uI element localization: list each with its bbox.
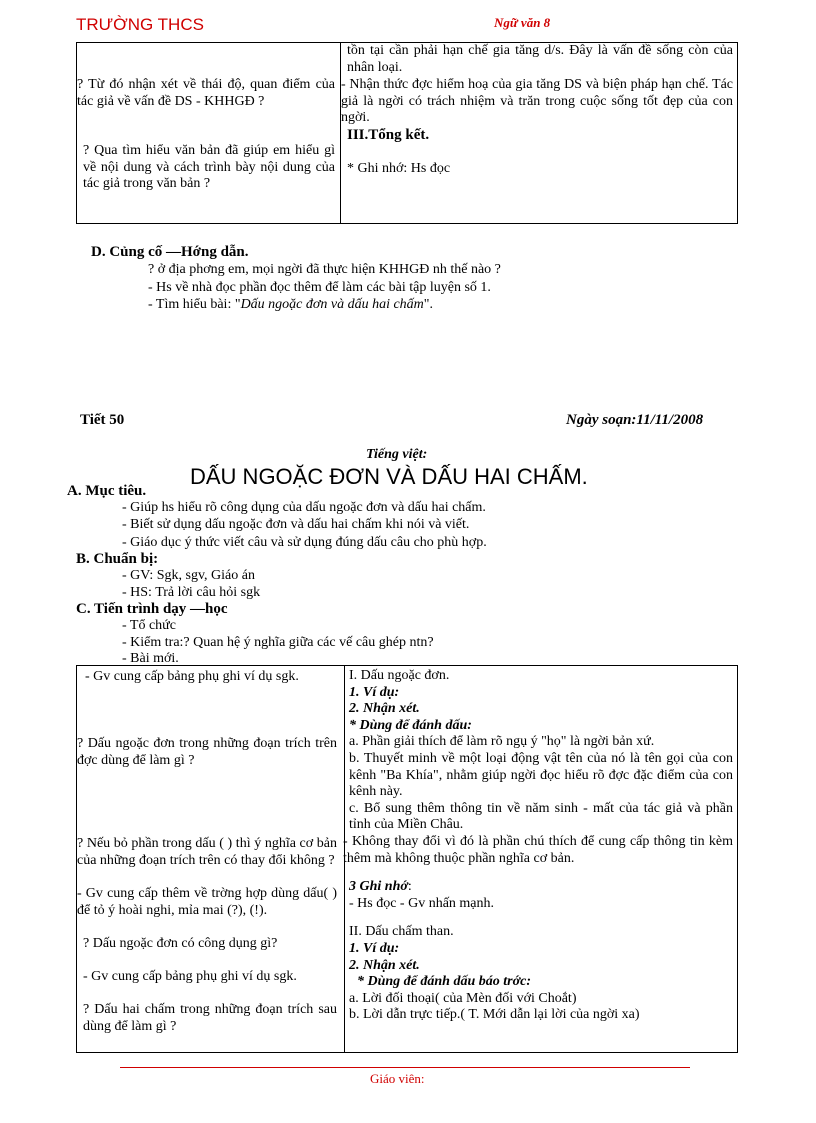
- top-table: [76, 42, 738, 224]
- teacher-question-2: ? Nếu bỏ phần trong dấu ( ) thì ý nghĩa cơ bản của những đoạn trích trên có thay đổi không ?: [77, 836, 337, 868]
- teacher-question-3: ? Dấu ngoặc đơn có công dụng gì?: [83, 936, 278, 951]
- teacher-activity-3: - Gv cung cấp bảng phụ ghi ví dụ sgk.: [83, 969, 297, 984]
- section-2-observation: 2. Nhận xét.: [349, 957, 420, 973]
- next-lesson-title: Dấu ngoặc đơn và dấu hai chấm: [240, 297, 424, 312]
- section-1-point-a: a. Phần giải thích để làm rõ ngụ ý "họ" là ngời bản xứ.: [349, 734, 655, 750]
- main-table: [76, 665, 738, 1053]
- section-2-usage: * Dùng để đánh dấu báo trớc:: [357, 974, 531, 990]
- section-d-line-1: ? ở địa phơng em, mọi ngời đã thực hiện KHHGĐ nh thế nào ?: [148, 262, 501, 277]
- top-table-right-p1: tồn tại cần phải hạn chế gia tăng d/s. Đây là vấn đề sống còn của nhân loại.: [347, 43, 733, 75]
- school-name: TRƯỜNG THCS: [76, 15, 204, 34]
- subject-label: Ngữ văn 8: [494, 15, 551, 30]
- section-2-point-a: a. Lời đối thoại( của Mèn đối với Choắt): [349, 990, 577, 1006]
- section-a-item-3: - Giáo dục ý thức viết câu và sử dụng đúng dấu câu cho phù hợp.: [122, 535, 487, 550]
- section-1-point-c: c. Bổ sung thêm thông tin về năm sinh - mất của tác giả và phần tỉnh của Miền Châu.: [349, 800, 733, 833]
- section-1-point-b: b. Thuyết minh về một loại động vật tên của nó là tên gọi của con kênh "Ba Khía", nhằm giúp ngời đọc hiểu rõ đợc đặc điểm của con kênh này.: [349, 750, 733, 800]
- section-1-observation: 2. Nhận xét.: [349, 701, 420, 717]
- section-d-line-3: - Tìm hiểu bài: "Dấu ngoặc đơn và dấu hai chấm".: [148, 297, 434, 312]
- footer-teacher-label: Giáo viên:: [370, 1071, 425, 1086]
- lesson-date: Ngày soạn:11/11/2008: [566, 412, 704, 428]
- teacher-question-1: ? Dấu ngoặc đơn trong những đoạn trích trên đợc dùng để làm gì ?: [77, 736, 337, 768]
- section-1-usage: * Dùng để đánh dấu:: [349, 717, 472, 733]
- top-table-memo: * Ghi nhớ: Hs đọc: [347, 161, 451, 176]
- section-1-point-d: - Không thay đổi vì đó là phần chú thích để cung cấp thông tin kèm thêm mà không thuộc phần nghĩa cơ bản.: [343, 833, 733, 866]
- section-c-title: C. Tiến trình dạy —học: [76, 601, 228, 617]
- section-a-item-1: - Giúp hs hiểu rõ công dụng của dấu ngoặc đơn và dấu hai chấm.: [122, 500, 486, 515]
- top-table-left-q2: ? Qua tìm hiểu văn bản đã giúp em hiểu gì về nội dung và cách trình bày nội dung của tác giả trong văn bản ?: [83, 143, 335, 192]
- section-c-item-1: - Tổ chức: [122, 618, 176, 633]
- footer-rule: [120, 1067, 690, 1068]
- section-1-example: 1. Ví dụ:: [349, 684, 400, 700]
- section-2-point-b: b. Lời dẫn trực tiếp.( T. Mới dẫn lại lời của ngời xa): [349, 1007, 640, 1023]
- section-c-item-2: - Kiểm tra:? Quan hệ ý nghĩa giữa các vế câu ghép ntn?: [122, 635, 434, 650]
- lesson-category: Tiếng việt:: [366, 447, 428, 462]
- teacher-activity-2: - Gv cung cấp thêm về trờng hợp dùng dấu( ) để tỏ ý hoài nghi, mỉa mai (?), (!).: [77, 886, 337, 918]
- teacher-question-4: ? Dấu hai chấm trong những đoạn trích sau dùng để làm gì ?: [83, 1002, 337, 1034]
- section-b-item-2: - HS: Trả lời câu hỏi sgk: [122, 585, 261, 600]
- section-1-memo-heading: 3 Ghi nhớ:: [349, 879, 412, 895]
- section-c-item-3: - Bài mới.: [122, 651, 179, 666]
- lesson-title: DẤU NGOẶC ĐƠN VÀ DẤU HAI CHẤM.: [190, 464, 588, 489]
- top-table-summary-heading: III.Tổng kết.: [347, 127, 430, 143]
- section-1-memo: - Hs đọc - Gv nhấn mạnh.: [349, 895, 495, 911]
- section-1-heading: I. Dấu ngoặc đơn.: [349, 668, 450, 683]
- top-table-left-q1: ? Từ đó nhận xét về thái độ, quan điểm của tác giả về vấn đề DS - KHHGĐ ?: [77, 77, 335, 109]
- section-2-heading: II. Dấu chấm than.: [349, 924, 454, 940]
- section-a-title: A. Mục tiêu.: [67, 483, 147, 499]
- section-b-title: B. Chuẩn bị:: [76, 551, 159, 567]
- right-column-content: [343, 668, 733, 1024]
- top-table-right-p2: - Nhận thức đợc hiểm hoạ của gia tăng DS và biện pháp hạn chế. Tác giả là ngời có trách nhiệm và trăn trong cuộc sống tốt đẹp của con ngời.: [341, 77, 733, 126]
- section-2-example: 1. Ví dụ:: [349, 940, 400, 956]
- section-d-title: D. Củng cố —Hớng dẫn.: [91, 244, 249, 260]
- section-d-line-2: - Hs về nhà đọc phần đọc thêm để làm các bài tập luyện số 1.: [148, 280, 491, 295]
- lesson-period: Tiết 50: [80, 412, 125, 428]
- section-b-item-1: - GV: Sgk, sgv, Giáo án: [122, 568, 255, 583]
- section-a-item-2: - Biết sử dụng dấu ngoặc đơn và dấu hai chấm khi nói và viết.: [122, 517, 470, 532]
- teacher-activity-1: - Gv cung cấp bảng phụ ghi ví dụ sgk.: [85, 669, 299, 684]
